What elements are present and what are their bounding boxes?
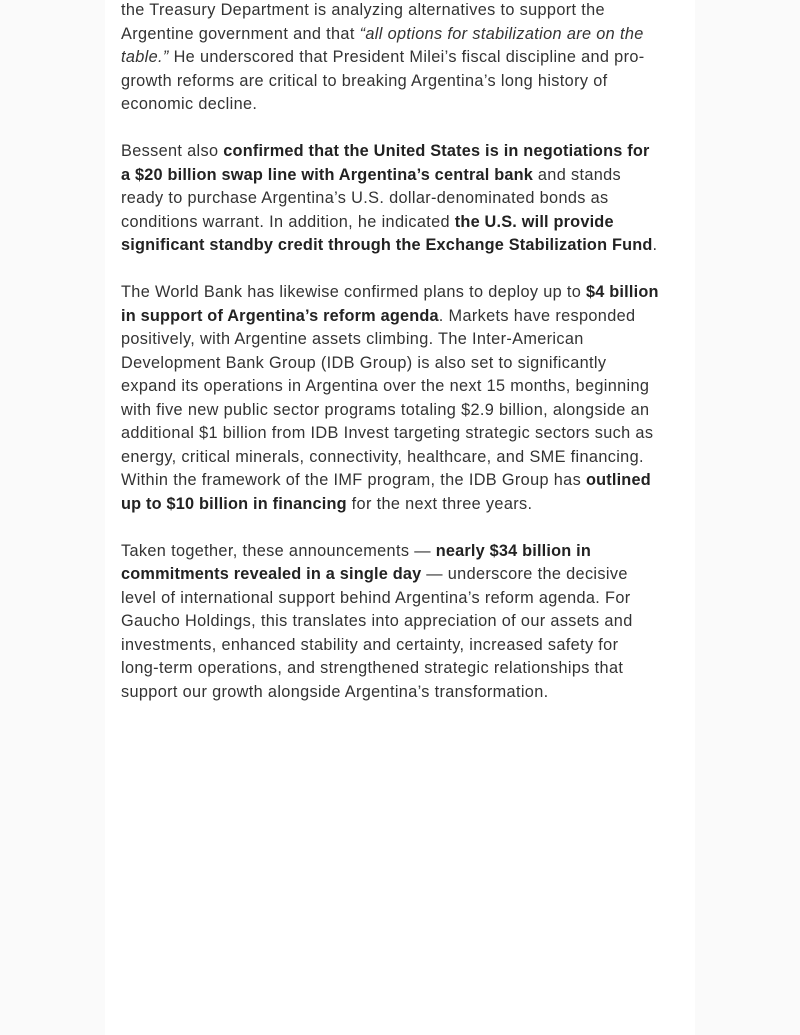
text-line [121,399,691,423]
text-line [121,211,691,235]
text-line [121,375,691,399]
body-text: . [652,236,658,254]
text-line [121,493,691,517]
body-text: Taken together, these announcements — [121,541,436,560]
text-line [121,422,691,446]
article-column [105,0,695,1035]
body-text: with five new public sector programs totaling $2.9 billion, alongside an [121,400,650,419]
text-line [121,305,691,329]
bold-text: $4 billion [586,283,659,301]
text-line [121,93,691,117]
text-line [121,70,691,94]
body-text: for the next three years. [346,494,533,513]
body-text: investments, enhanced stability and certainty, increased safety for [121,635,619,654]
bold-text: the U.S. will provide [454,212,614,231]
text-line [121,540,691,564]
body-text: He underscored that President Milei’s fiscal discipline and pro- [168,48,645,66]
body-text: level of international support behind Argentina’s reform agenda. For [121,588,631,607]
body-text: additional $1 billion from IDB Invest targeting strategic sectors such as [121,424,654,442]
body-text: expand its operations in Argentina over the next 15 months, beginning [121,377,650,395]
text-line [121,0,691,23]
quote-text: table.” [121,48,169,66]
text-line [121,352,691,376]
bold-text: outlined [585,471,651,489]
article-paragraph [121,140,691,258]
bold-text: nearly $34 billion in [435,541,592,560]
bold-text: commitments revealed in a single day [121,565,422,583]
text-line [121,281,691,305]
body-text: Within the framework of the IMF program, the IDB Group has [121,471,586,489]
text-line [121,187,691,211]
body-text: energy, critical minerals, connectivity, healthcare, and SME financing. [121,447,644,466]
text-line [121,46,691,70]
text-line [121,164,691,188]
body-text: the Treasury Department is analyzing alternatives to support the [121,1,605,19]
text-line [121,469,691,493]
text-line [121,610,691,634]
body-text: Development Bank Group (IDB Group) is also set to significantly [121,353,607,372]
body-text: and stands [533,165,622,184]
text-line [121,23,691,47]
article-paragraph [121,540,691,705]
body-text: Gaucho Holdings, this translates into appreciation of our assets and [121,612,633,630]
article-paragraph [121,0,691,117]
text-line [121,234,691,258]
bold-text: up to $10 billion in financing [121,494,347,513]
body-text: conditions warrant. In addition, he indicated [121,212,455,231]
text-line [121,140,691,164]
body-text: Bessent also [121,142,224,160]
body-text: — underscore the decisive [421,565,628,583]
body-text: . Markets have responded [438,306,636,325]
text-line [121,446,691,470]
body-text: economic decline. [121,95,258,113]
bold-text: significant standby credit through the Exchange Stabilization Fund [121,236,653,254]
bold-text: confirmed that the United States is in negotiations for [223,142,650,160]
body-text: ready to purchase Argentina’s U.S. dollar-denominated bonds as [121,189,609,207]
body-text: long-term operations, and strengthened strategic relationships that [121,659,624,677]
body-text: support our growth alongside Argentina’s transformation. [121,682,549,701]
article-body [121,0,691,728]
article-paragraph [121,281,691,516]
quote-text: “all options for stabilization are on the [359,24,644,43]
text-line [121,328,691,352]
text-line [121,657,691,681]
body-text: The World Bank has likewise confirmed plans to deploy up to [121,283,587,301]
text-line [121,587,691,611]
bold-text: a $20 billion swap line with Argentina’s central bank [121,165,534,184]
bold-text: in support of Argentina’s reform agenda [121,306,439,325]
body-text: positively, with Argentine assets climbing. The Inter-American [121,330,584,348]
text-line [121,681,691,705]
text-line [121,563,691,587]
body-text: Argentine government and that [121,24,360,43]
text-line [121,634,691,658]
body-text: growth reforms are critical to breaking Argentina’s long history of [121,71,608,90]
